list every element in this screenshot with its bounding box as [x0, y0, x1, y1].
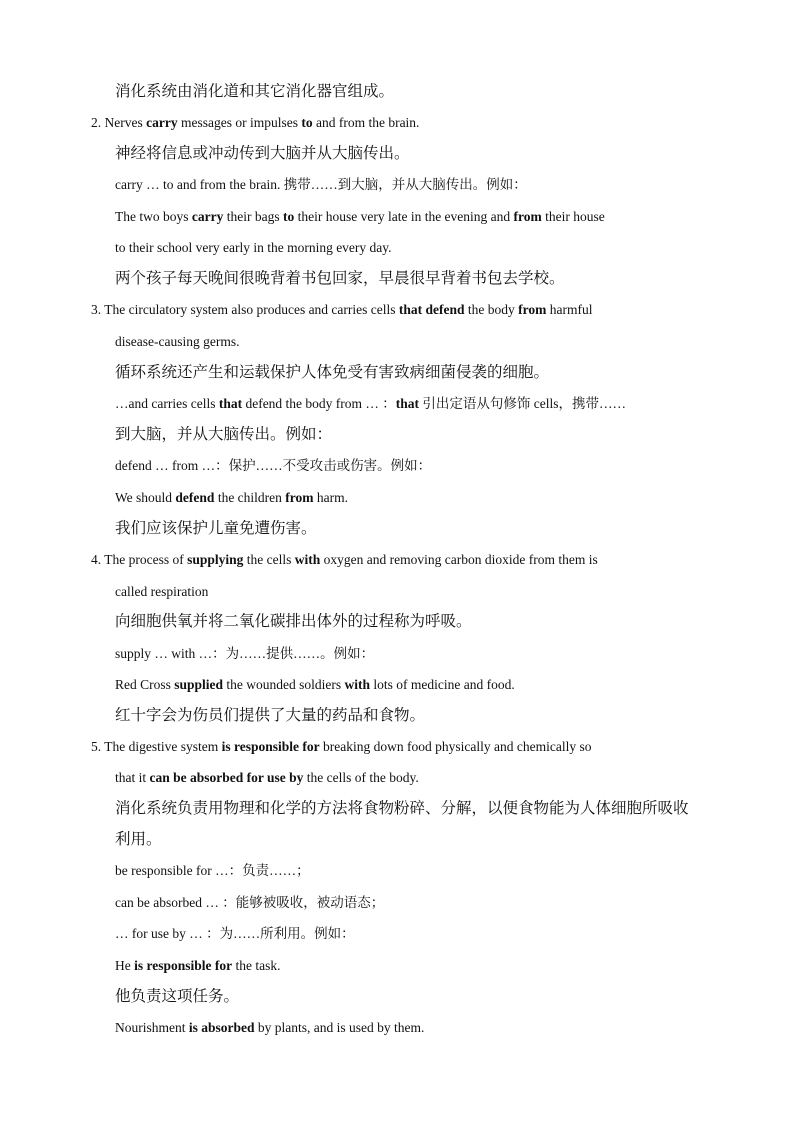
text-line [115, 271, 565, 287]
text-run: and from the brain. [312, 115, 420, 130]
text-line [115, 585, 208, 599]
text-run: supply … with …：为……提供……。例如： [115, 646, 375, 661]
bold-phrase: defend [175, 490, 215, 505]
bold-phrase: is responsible for [221, 739, 320, 754]
bold-phrase: can be absorbed for use by [149, 770, 304, 785]
text-run: that it [115, 770, 150, 785]
text-line [115, 927, 355, 941]
text-run: 5. The digestive system [91, 739, 222, 754]
text-line [115, 459, 431, 473]
bold-phrase: is absorbed [188, 1020, 255, 1035]
bold-phrase: that [218, 396, 243, 411]
text-run: 3. The circulatory system also produces and carries cells [91, 302, 399, 317]
text-run: messages or impulses [177, 115, 302, 130]
bold-phrase: with [344, 677, 371, 692]
text-run: 向细胞供氧并将二氧化碳排出体外的过程称为呼吸。 [115, 612, 472, 630]
text-line [115, 864, 310, 878]
text-line [115, 427, 332, 443]
text-run: the wounded soldiers [223, 677, 345, 692]
text-run: be responsible for …：负责……； [115, 863, 310, 878]
text-line [115, 832, 162, 848]
text-line [115, 959, 281, 973]
text-run: We should [115, 490, 176, 505]
text-run: lots of medicine and food. [370, 677, 515, 692]
text-line [115, 521, 317, 537]
bold-phrase: is responsible for [134, 958, 233, 973]
text-line [115, 84, 394, 100]
bold-phrase: to [301, 115, 313, 130]
text-run: 他负责这项任务。 [115, 987, 240, 1005]
text-run: 2. Nerves [91, 115, 147, 130]
text-line [115, 146, 410, 162]
text-line [115, 678, 515, 692]
bold-phrase: to [282, 209, 295, 224]
text-line [115, 989, 239, 1005]
text-run: 循环系统还产生和运载保护人体免受有害致病细菌侵袭的细胞。 [115, 363, 550, 381]
text-run: 利用。 [115, 830, 162, 848]
text-run: Nourishment [115, 1020, 189, 1035]
text-run: the cells [243, 552, 295, 567]
text-run: to their school very early in the morning every day. [115, 240, 392, 255]
bold-phrase: carry [146, 115, 178, 130]
bold-phrase: from [513, 209, 542, 224]
text-run: 引出定语从句修饰 cells，携带…… [419, 396, 627, 411]
text-line [115, 1021, 424, 1035]
text-run: … for use by … ：为……所利用。例如： [115, 926, 355, 941]
text-run: called respiration [115, 584, 209, 599]
text-run: 携带……到大脑，并从大脑传出。例如： [283, 177, 527, 192]
text-run: harm. [313, 490, 349, 505]
text-run: their house [541, 209, 605, 224]
text-line [115, 896, 384, 910]
text-line [115, 771, 419, 785]
text-run: 消化系统由消化道和其它消化器官组成。 [115, 82, 395, 100]
text-run: defend the body from … ： [242, 396, 396, 411]
text-run: …and carries cells [115, 396, 219, 411]
text-run: oxygen and removing carbon dioxide from them is [320, 552, 598, 567]
text-run: 红十字会为伤员们提供了大量的药品和食物。 [115, 706, 426, 724]
text-run: by plants, and is used by them. [254, 1020, 425, 1035]
text-run: harmful [546, 302, 593, 317]
text-run: Red Cross [115, 677, 175, 692]
text-run: the children [214, 490, 286, 505]
text-run: the cells of the body. [303, 770, 419, 785]
text-line [115, 801, 689, 817]
text-run: carry … to and from the brain. [115, 177, 284, 192]
text-run: their house very late in the evening and [294, 209, 514, 224]
text-line [115, 397, 626, 411]
bold-phrase: supplying [187, 552, 244, 567]
text-line [115, 365, 549, 381]
text-line [115, 708, 425, 724]
bold-phrase: from [518, 302, 547, 317]
text-run: 到大脑，并从大脑传出。例如： [115, 425, 333, 443]
bold-phrase: from [285, 490, 314, 505]
text-run: defend … from …：保护……不受攻击或伤害。例如： [115, 458, 432, 473]
text-line [115, 614, 472, 630]
bold-phrase: supplied [174, 677, 224, 692]
text-run: 我们应该保护儿童免遭伤害。 [115, 519, 317, 537]
text-run: the task. [232, 958, 281, 973]
text-line [115, 335, 239, 349]
text-line [115, 241, 392, 255]
text-run: disease-causing germs. [115, 334, 240, 349]
text-line [91, 116, 419, 130]
text-run: the body [464, 302, 519, 317]
text-run: can be absorbed … ：能够被吸收，被动语态； [115, 895, 385, 910]
text-run: 消化系统负责用物理和化学的方法将食物粉碎、分解，以便食物能为人体细胞所吸收 [115, 799, 689, 817]
text-run: their bags [223, 209, 283, 224]
text-run: breaking down food physically and chemically so [319, 739, 592, 754]
text-run: 神经将信息或冲动传到大脑并从大脑传出。 [115, 144, 410, 162]
bold-phrase: that [395, 396, 420, 411]
bold-phrase: that defend [398, 302, 465, 317]
text-line [91, 740, 591, 754]
text-line [115, 647, 374, 661]
text-run: He [115, 958, 135, 973]
text-run: 两个孩子每天晚间很晚背着书包回家，早晨很早背着书包去学校。 [115, 269, 565, 287]
text-line [91, 303, 593, 317]
text-run: The two boys [115, 209, 192, 224]
text-run: 4. The process of [91, 552, 188, 567]
bold-phrase: with [294, 552, 321, 567]
text-line [115, 491, 348, 505]
text-line [91, 553, 598, 567]
text-line [115, 210, 605, 224]
bold-phrase: carry [191, 209, 224, 224]
text-line [115, 178, 527, 192]
